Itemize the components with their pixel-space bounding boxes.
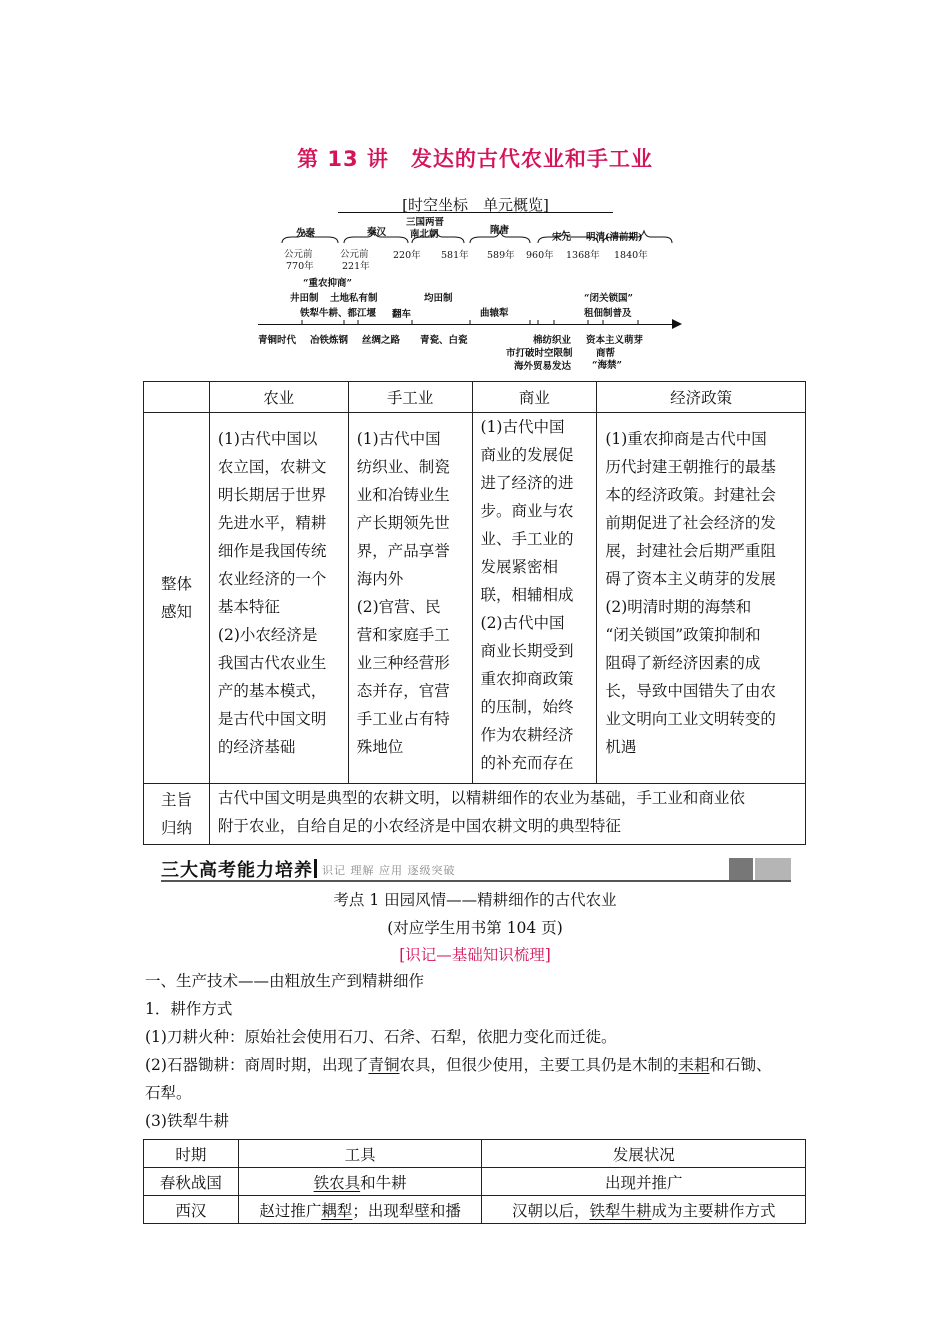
timeline-date: 581年 xyxy=(441,250,469,261)
timeline-event: 市打破时空限制 xyxy=(506,348,573,359)
timeline-date: 公元前 xyxy=(284,249,313,260)
agriculture-cell xyxy=(209,413,348,784)
table-row xyxy=(144,784,806,845)
exam-point-title: 考点 1 田园风情——精耕细作的古代农业 xyxy=(333,891,617,909)
overview-table xyxy=(143,381,806,845)
header-cell: 经济政策 xyxy=(597,382,806,413)
agriculture-text: (1)古代中国以 农立国，农耕文 明长期居于世界 先进水平，精耕 细作是我国传统 农业经济的一个 基本特征 (2)小农经济是 我国古代农业生 产的基本模式， 是古代中国文明 的经济基础 xyxy=(217,430,327,756)
timeline-event: 青铜时代 xyxy=(258,335,297,346)
table-header-row xyxy=(144,1140,806,1168)
heading-1: 一、生产技术——由粗放生产到精耕细作 xyxy=(145,972,425,990)
section-tag: [识记—基础知识梳理] xyxy=(399,946,551,964)
paragraph: (2)石器锄耕：商周时期，出现了青铜农具，但很少使用，主要工具仍是木制的耒耜和石锄、 xyxy=(145,1056,772,1074)
timeline-event: 青瓷、白瓷 xyxy=(420,335,468,346)
row-label: 主旨归纳 xyxy=(144,784,210,845)
paragraph: (3)铁犁牛耕 xyxy=(145,1112,229,1130)
period-cell: 西汉 xyxy=(144,1196,239,1224)
policy-cell xyxy=(597,413,806,784)
timeline-date: 1368年 xyxy=(566,250,600,261)
banner-rule xyxy=(161,880,791,882)
banner-block xyxy=(729,858,753,880)
row-label: 整体感知 xyxy=(144,413,210,784)
timeline-period: 秦汉 xyxy=(367,227,387,238)
timeline-event: 井田制 xyxy=(290,293,319,304)
page-title: 第 13 讲 发达的古代农业和手工业 xyxy=(297,147,653,171)
handicraft-text: (1)古代中国 纺织业、制瓷 业和冶铸业生 产长期领先世 界，产品享誉 海内外 (2)官营、民 营和家庭手工 业三种经营形 态并存，官营 手工业占有特 殊地位 xyxy=(356,430,450,756)
timeline-event: 冶铁炼钢 xyxy=(310,335,349,346)
timeline-event: 商帮 xyxy=(596,348,616,359)
header-cell: 时期 xyxy=(144,1140,239,1168)
header-cell: 商业 xyxy=(472,382,597,413)
timeline-event: 资本主义萌芽 xyxy=(586,335,644,346)
summary-cell xyxy=(209,784,805,845)
section-subhead: [时空坐标 单元概览] xyxy=(402,196,549,214)
heading-2: 1．耕作方式 xyxy=(145,1000,233,1018)
status-cell: 出现并推广 xyxy=(482,1168,806,1196)
header-cell: 工具 xyxy=(238,1140,482,1168)
section-banner xyxy=(161,856,791,881)
timeline-date: 220年 xyxy=(393,250,421,261)
timeline-date: 960年 xyxy=(526,250,554,261)
header-cell: 手工业 xyxy=(348,382,472,413)
timeline-event: 土地私有制 xyxy=(330,293,378,304)
timeline-event: 丝绸之路 xyxy=(362,335,401,346)
paragraph: 石犁。 xyxy=(145,1084,192,1102)
timeline-period: 隋唐 xyxy=(490,225,510,236)
timeline-period: 南北朝 xyxy=(410,229,439,240)
timeline-event: 均田制 xyxy=(424,293,453,304)
banner-subtitle: 识记 理解 应用 逐级突破 xyxy=(322,864,456,877)
timeline-date: 公元前 xyxy=(340,249,369,260)
timeline-event: 棉纺织业 xyxy=(533,335,572,346)
banner-divider xyxy=(314,859,317,878)
header-cell: 农业 xyxy=(209,382,348,413)
farming-table xyxy=(143,1139,806,1224)
commerce-cell xyxy=(472,413,597,784)
commerce-text: (1)古代中国 商业的发展促 进了经济的进 步。商业与农 业、手工业的 发展紧密相 联，相辅相成 (2)古代中国 商业长期受到 重农抑商政策 的压制，始终 作为农耕经济 的补充而存在 xyxy=(480,418,574,772)
timeline-event: “重农抑商” xyxy=(303,278,352,289)
timeline-event: 海外贸易发达 xyxy=(514,361,572,372)
timeline-event: 铁犁牛耕、都江堰 xyxy=(300,308,377,319)
status-cell: 汉朝以后，铁犁牛耕成为主要耕作方式 xyxy=(482,1196,806,1224)
table-header-row xyxy=(144,382,806,413)
timeline-ticks xyxy=(258,317,678,333)
summary-text: 古代中国文明是典型的农耕文明，以精耕细作的农业为基础，手工业和商业依 附于农业，自给自足的小农经济是中国农耕文明的典型特征 xyxy=(217,789,745,835)
table-row xyxy=(144,1196,806,1224)
handicraft-cell xyxy=(348,413,472,784)
timeline-date: 221年 xyxy=(342,261,370,272)
underlined-term: 耒耜 xyxy=(678,1056,710,1074)
timeline-period: 先秦 xyxy=(296,228,316,239)
banner-block xyxy=(755,858,791,880)
paragraph: (1)刀耕火种：原始社会使用石刀、石斧、石犁，依肥力变化而迁徙。 xyxy=(145,1028,617,1046)
timeline-period: 明清(清前期) xyxy=(586,232,643,243)
header-cell xyxy=(144,382,210,413)
policy-text: (1)重农抑商是古代中国 历代封建王朝推行的最基 本的经济政策。封建社会 前期促进了社会经济的发 展，封建社会后期严重阻 碍了资本主义萌芽的发展 (2)明清时期的海禁和 “闭关锁国”政策抑制和 阻碍了新经济因素的成 长，导致中国错失了由农 业文明向工业文明转变的 机遇 xyxy=(605,430,776,756)
timeline-period: 宋元 xyxy=(552,232,572,243)
period-cell: 春秋战国 xyxy=(144,1168,239,1196)
table-row xyxy=(144,413,806,784)
page-reference: (对应学生用书第 104 页) xyxy=(387,919,563,937)
timeline-date: 1840年 xyxy=(614,250,648,261)
timeline-event: 翻车 xyxy=(392,309,412,320)
tool-cell: 铁农具和牛耕 xyxy=(238,1168,482,1196)
tool-cell: 赵过推广耦犁；出现犁壁和播 xyxy=(238,1196,482,1224)
underlined-term: 青铜 xyxy=(368,1056,400,1074)
header-cell: 发展状况 xyxy=(482,1140,806,1168)
timeline-event: 租佃制普及 xyxy=(584,308,632,319)
timeline-date: 770年 xyxy=(286,261,314,272)
timeline-event: “海禁” xyxy=(592,360,622,371)
timeline-period: 三国两晋 xyxy=(406,217,445,228)
subhead-underline xyxy=(338,212,613,213)
timeline-event: 曲辕犁 xyxy=(480,308,509,319)
timeline-date: 589年 xyxy=(487,250,515,261)
table-row xyxy=(144,1168,806,1196)
banner-title: 三大高考能力培养 xyxy=(161,860,313,881)
timeline-event: “闭关锁国” xyxy=(584,293,633,304)
